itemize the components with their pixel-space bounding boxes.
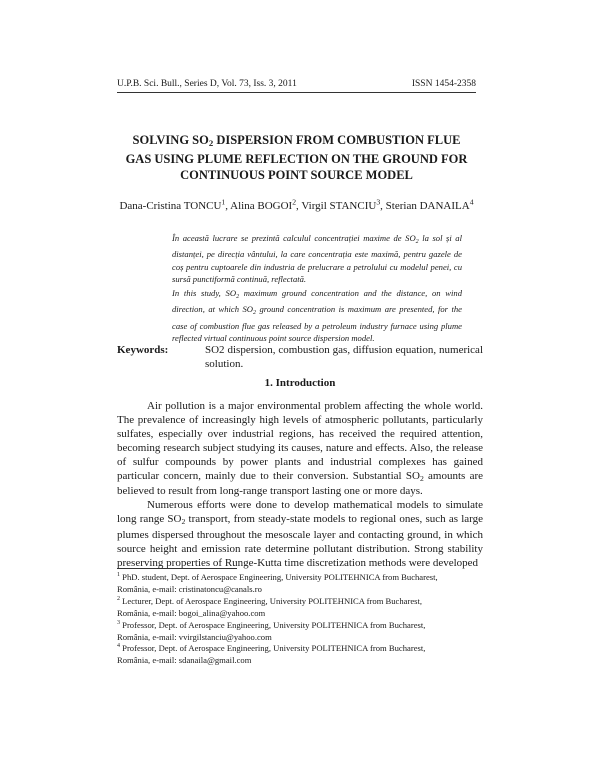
paragraph-1-text-b: amounts are believed to result from long-range transport lasting one or more days.: [117, 469, 484, 498]
title-text-a: SOLVING SO: [132, 133, 209, 147]
author-mark: 4: [469, 197, 474, 207]
abstract-en-subscript-2: 2: [252, 310, 256, 317]
keywords: [117, 343, 483, 371]
author-name: Sterian DANAILA: [385, 200, 470, 212]
journal-citation: U.P.B. Sci. Bull., Series D, Vol. 73, Iss. 3, 2011: [117, 79, 297, 89]
abstract-en-subscript: 2: [236, 294, 240, 300]
abstract-en-text-c: ground concentration is maximum are presented, for the case of combustion flue gas released by a petroleum industry furnace using plume reflected virtual continuous point source dispersion model.: [172, 304, 462, 344]
footnote-affiliation: PhD. student, Dept. of Aerospace Engineering, University POLITEHNICA from Bucharest,: [120, 572, 438, 582]
author-list: Dana-Cristina TONCU$^1$, Alina BOGOI$^2$, Virgil STANCIU$^3$, Sterian DANAILA$^4$: [119, 197, 474, 212]
body-text: [117, 400, 483, 571]
author-mark: 3: [376, 197, 381, 207]
footnote-email: România, e-mail: vvirgilstanciu@yahoo.com: [117, 631, 272, 642]
header-rule: [117, 92, 476, 93]
footnote-email: România, e-mail: bogoi_alina@yahoo.com: [117, 607, 266, 618]
footnote-email: România, e-mail: sdanaila@gmail.com: [117, 655, 252, 666]
footnote-mark: 3: [117, 619, 121, 626]
keywords-text: SO2 dispersion, combustion gas, diffusion equation, numerical solution.: [205, 344, 483, 370]
footnote: [117, 643, 483, 667]
footnote-mark: 2: [117, 595, 121, 602]
title-line-2: GAS USING PLUME REFLECTION ON THE GROUND FOR: [125, 152, 468, 166]
paragraph-1-text-a: Air pollution is a major environmental problem affecting the whole world. The prevalence of increasingly high levels of atmospheric pollutants, particularly sulfates, especially over industrial regions, has received the required attention, becoming research subject studying its causes, nature and effects. Also, the release of sulfur compounds by power plants and industrial complexes has gained particular concern, mainly due to their conversion. Substantial SO: [117, 400, 483, 482]
title-text-b: DISPERSION FROM COMBUSTION FLUE: [213, 133, 461, 147]
paragraph-2-text-a: Numerous efforts were done to develop mathematical models to simulate long range SO: [117, 499, 483, 526]
footnote: [117, 572, 483, 596]
footnote: [117, 620, 483, 644]
footnote-rule: [117, 568, 237, 569]
section-heading: 1. Introduction: [264, 377, 336, 389]
author-name: Virgil STANCIU: [301, 200, 377, 212]
footnote: [117, 596, 483, 620]
footnote-affiliation: Professor, Dept. of Aerospace Engineering, University POLITEHNICA from Bucharest,: [120, 619, 426, 630]
footnote-email: România, e-mail: cristinatoncu@canals.ro: [117, 583, 262, 594]
paragraph-2-subscript: 2: [181, 517, 186, 527]
author-mark: 1: [221, 197, 226, 207]
title-subscript: 2: [208, 138, 214, 148]
paragraph-2-text-b: transport, from steady-state models to regional ones, such as large plumes dispersed throughout the mesoscale layer and contacting ground, in which source height and emission rate determine pollutant distribution. Strong stability preserving properties of Runge-Kutta time discretization methods were developed: [117, 513, 484, 569]
title-line-3: CONTINUOUS POINT SOURCE MODEL: [180, 168, 413, 182]
abstract-en-text-b: maximum ground concentration and the distance, on wind direction, at which SO: [172, 288, 462, 315]
paper-title: [117, 132, 476, 183]
abstract-en-text-a: In this study, SO: [172, 288, 237, 298]
abstract-english: [172, 287, 462, 345]
abstract-ro-text-a: În această lucrare se prezintă calculul concentrației maxime de SO: [172, 233, 416, 243]
author-mark: 2: [292, 197, 297, 207]
footnote-affiliation: Lecturer, Dept. of Aerospace Engineering, University POLITEHNICA from Bucharest,: [120, 595, 423, 606]
issn: ISSN 1454-2358: [411, 79, 476, 89]
paragraph: [117, 400, 483, 499]
running-header: [117, 79, 476, 89]
footnote-affiliation: Professor, Dept. of Aerospace Engineering, University POLITEHNICA from Bucharest,: [120, 643, 426, 654]
abstract-romanian: [172, 232, 462, 286]
abstract-ro-text-b: la sol și al distanței, pe direcția vântului, la care concentrația este maximă, pentru gazele de coș pentru cuptoarele din industria de prelucrare a petrolului cu modelul penei, cu sursă punctiformă continuă, reflectată.: [172, 233, 462, 285]
footnote-mark: 4: [117, 643, 121, 650]
title-line-1: [117, 132, 476, 151]
author-name: Dana-Cristina TONCU: [119, 200, 222, 212]
author-name: Alina BOGOI: [230, 200, 293, 212]
paragraph-1-subscript: 2: [419, 473, 424, 483]
footnotes: [117, 572, 483, 667]
footnote-mark: 1: [117, 572, 121, 579]
abstract-ro-subscript: 2: [415, 239, 419, 245]
keywords-label: Keywords:: [117, 344, 169, 356]
paragraph: [117, 499, 483, 571]
